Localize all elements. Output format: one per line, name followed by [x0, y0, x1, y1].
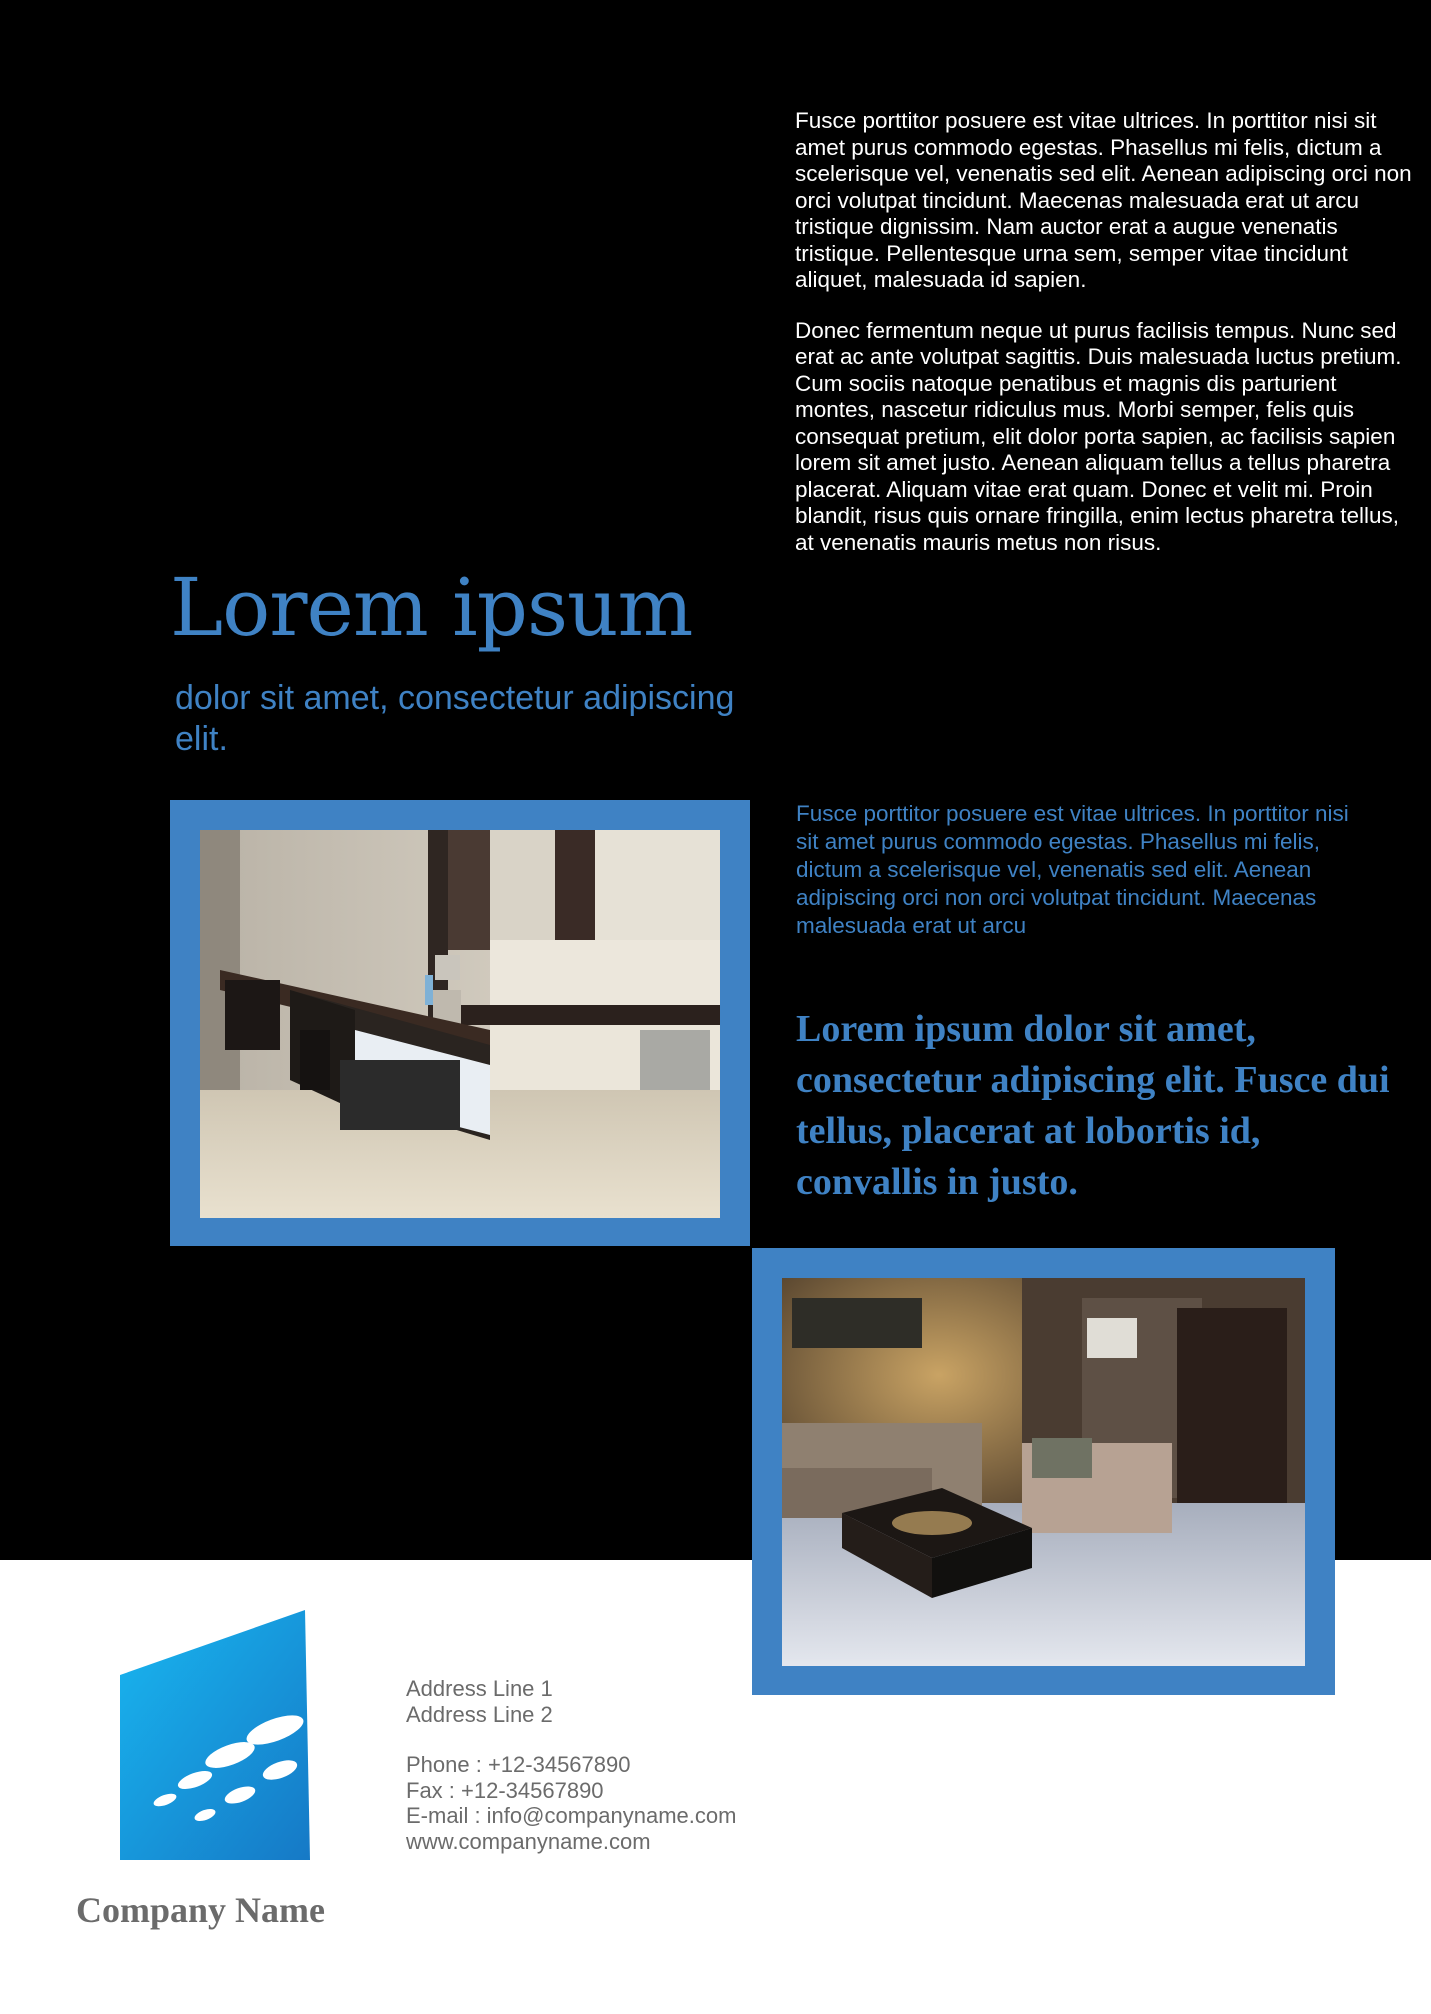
living-room-photo	[782, 1278, 1305, 1666]
phone-number: Phone : +12-34567890	[406, 1752, 631, 1777]
intro-paragraph-2: Donec fermentum neque ut purus facilisis tempus. Nunc sed erat ac ante volutpat sagittis. Duis malesuada luctus pretium. Cum sociis natoque penatibus et magnis dis parturient montes, nascetur ridiculus mus. Morbi semper, felis quis consequat pretium, elit dolor porta sapien, ac facilisis sapien lorem sit amet justo. Aenean aliquam tellus a tellus pharetra placerat. Aliquam vitae erat quam. Donec et velit mi. Proin blandit, risus quis ornare fringilla, enim lectus pharetra tellus, at venenatis mauris metus non risus.	[795, 317, 1402, 555]
living-room-photo-frame	[752, 1248, 1335, 1695]
contact-block	[406, 1676, 826, 1854]
feature-paragraph: Fusce porttitor posuere est vitae ultrices. In porttitor nisi sit amet purus commodo egestas. Phasellus mi felis, dictum a scelerisque vel, venenatis sed elit. Aenean adipiscing orci non orci volutpat tincidunt. Maecenas malesuada erat ut arcu	[796, 801, 1349, 938]
contact-spacer	[406, 1727, 826, 1752]
intro-text-column	[795, 108, 1415, 580]
kitchen-photo-frame	[170, 800, 750, 1246]
company-logo-icon	[120, 1610, 310, 1860]
fax-number: Fax : +12-34567890	[406, 1777, 604, 1803]
page-subtitle: dolor sit amet, consectetur adipiscing elit.	[175, 679, 735, 758]
website-link[interactable]: www.companyname.com	[406, 1828, 651, 1854]
address-line-1: Address Line 1	[406, 1676, 553, 1701]
address-line-2: Address Line 2	[406, 1701, 553, 1727]
feature-quote: Lorem ipsum dolor sit amet, consectetur adipiscing elit. Fusce dui tellus, placerat at lobortis id, convallis in justo.	[796, 1008, 1390, 1203]
company-name: Company Name	[76, 1890, 325, 1930]
page-title: Lorem ipsum	[170, 561, 693, 654]
intro-paragraph-1: Fusce porttitor posuere est vitae ultrices. In porttitor nisi sit amet purus commodo egestas. Phasellus mi felis, dictum a scelerisque vel, venenatis sed elit. Aenean adipiscing orci non orci volutpat tincidunt. Maecenas malesuada erat ut arcu tristique dignissim. Nam auctor erat a augue venenatis tristique. Pellentesque urna sem, semper vitae tincidunt aliquet, malesuada id sapien.	[795, 108, 1412, 292]
kitchen-photo	[200, 830, 720, 1218]
email-address[interactable]: E-mail : info@companyname.com	[406, 1803, 737, 1828]
